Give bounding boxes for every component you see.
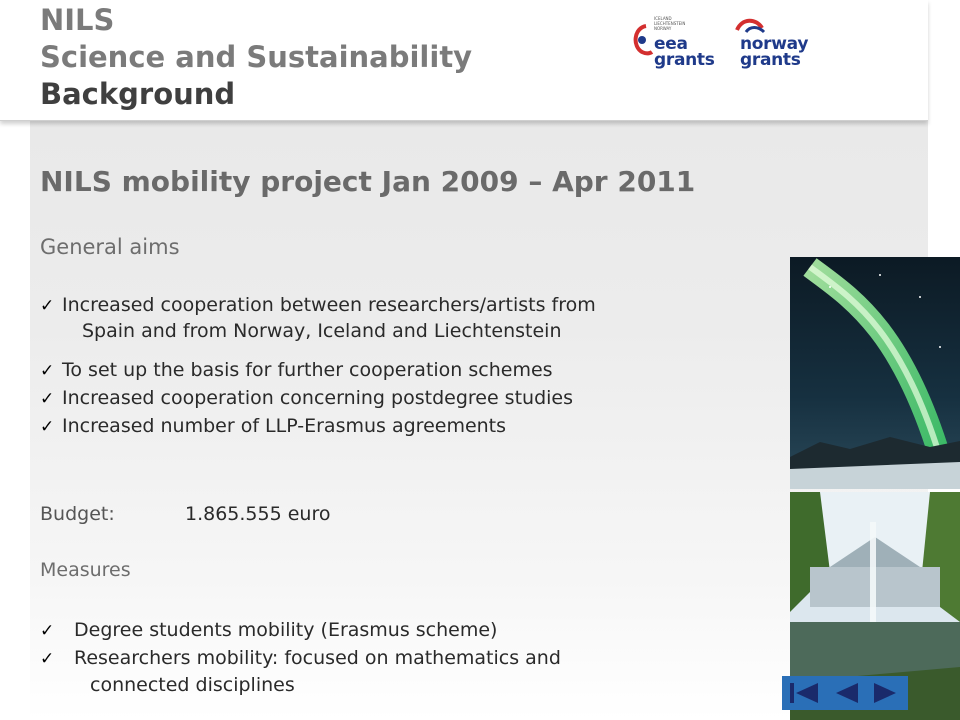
eea-small-line-1: ICELAND [654,16,672,21]
project-title: NILS mobility project Jan 2009 – Apr 2011 [40,165,696,198]
aurora-photo [790,257,960,489]
measures-bullet-2 [40,645,561,672]
norway-grants-logo [732,14,816,70]
first-slide-button[interactable] [786,680,822,706]
header-line-background: Background [40,77,236,111]
aims-bullet-1 [40,292,596,319]
measures-bullet-text: Researchers mobility: focused on mathematics and [74,647,561,669]
norway-grants-word: grants [740,50,801,70]
previous-slide-button[interactable] [828,680,864,706]
norway-swirl-icon [734,16,770,36]
eea-small-line-2: LIECHTENSTEIN [654,21,686,26]
checkmark-icon: ✓ [40,417,55,437]
aims-bullet-text: Increased cooperation concerning postdegree studies [62,387,574,409]
aims-bullet-1-continuation: Spain and from Norway, Iceland and Liechtenstein [82,320,562,342]
header-line-science: Science and Sustainability [40,40,473,74]
header-line-nils: NILS [40,3,115,37]
first-slide-icon [786,680,822,706]
eea-grants-word: grants [654,50,715,70]
aims-bullet-text: Increased number of LLP-Erasmus agreements [62,415,507,437]
budget-label: Budget: [40,503,115,525]
aims-bullet-3 [40,385,573,412]
general-aims-heading: General aims [40,235,180,259]
eea-swirl-icon [630,22,654,62]
budget-value: 1.865.555 euro [185,503,331,525]
measures-bullet-2-continuation: connected disciplines [90,674,295,696]
aims-bullet-text: Increased cooperation between researchers/artists from [62,294,596,316]
header-title [40,2,472,113]
measures-bullet-1 [40,617,497,644]
budget-line [40,503,331,525]
eea-word: eea [654,34,688,54]
checkmark-icon: ✓ [40,296,55,316]
next-slide-icon [868,680,904,706]
measures-heading: Measures [40,559,131,581]
slide-navigation-bar [782,676,908,710]
aims-bullet-2 [40,357,553,384]
slide-header [0,0,928,121]
checkmark-icon: ✓ [40,621,55,641]
eea-grants-logo [630,14,714,70]
checkmark-icon: ✓ [40,649,55,669]
next-slide-button[interactable] [868,680,904,706]
previous-slide-icon [828,680,864,706]
eea-small-line-3: NORWAY [654,26,672,31]
aims-bullet-4 [40,413,506,440]
norway-word: norway [740,34,809,54]
measures-bullet-text: Degree students mobility (Erasmus scheme) [74,619,498,641]
aims-bullet-text: To set up the basis for further cooperation schemes [62,359,553,381]
checkmark-icon: ✓ [40,389,55,409]
checkmark-icon: ✓ [40,361,55,381]
